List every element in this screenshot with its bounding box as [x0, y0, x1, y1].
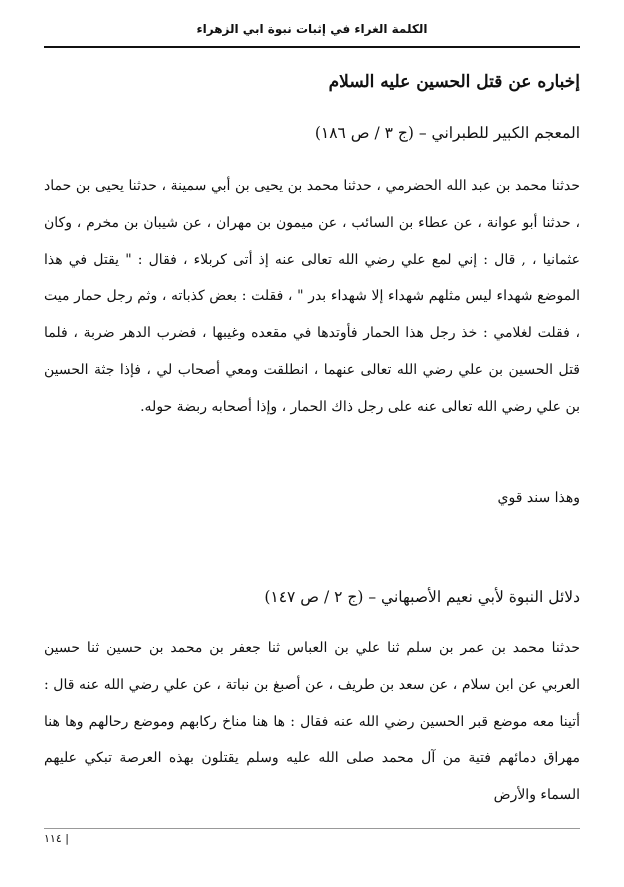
- chain-assessment-note: وهذا سند قوي: [497, 490, 580, 506]
- hadith-paragraph-2: حدثنا محمد بن عمر بن سلم ثنا علي بن العباس ثنا جعفر بن محمد بن حسين ثنا حسين العربي عن ابن سلام ، عن سعد بن طريف ، عن أصبغ بن نباتة ، عن علي رضي الله عنه قال : أتينا معه موضع قبر الحسين رضي الله عنه فقال : ها هنا مناخ ركابهم وموضع رحالهم وها هنا مهراق دمائهم فتية من آل محمد صلى الله عليه وسلم يقتلون بهذه العرصة تبكي عليهم السماء والأرض: [44, 640, 580, 804]
- hadith-paragraph-1: حدثنا محمد بن عبد الله الحضرمي ، حدثنا محمد بن يحيى بن أبي سمينة ، حدثنا يحيى بن حماد ، حدثنا أبو عوانة ، عن عطاء بن السائب ، عن ميمون بن مهران ، عن شيبان بن مخرم ، وكان عثمانيا ، , قال : إني لمع علي رضي الله تعالى عنه إذ أتى كربلاء ، فقال : " يقتل في هذا الموضع شهداء ليس مثلهم شهداء إلا شهداء بدر " ، فقلت : بعض كذباته ، وثم رجل حمار ميت ، فقلت لغلامي : خذ رجل هذا الحمار فأوتدها في مقعده وغيبها ، فضرب الدهر ضربة ، فلما قتل الحسين بن علي رضي الله تعالى عنهما ، انطلقت ومعي أصحاب لي ، فإذا جثة الحسين بن علي رضي الله تعالى عنه على رجل ذاك الحمار ، وإذا أصحابه ربضة حوله.: [44, 178, 580, 415]
- header-rule: [44, 46, 580, 48]
- footer-rule: [44, 828, 580, 829]
- section-title: إخباره عن قتل الحسين عليه السلام: [328, 72, 580, 92]
- source-citation-2: دلائل النبوة لأبي نعيم الأصبهاني – (ج ٢ / ص ١٤٧): [264, 588, 580, 606]
- running-header: الكلمة الغراء في إثبات نبوة ابي الزهراء: [196, 22, 428, 36]
- page-number: ١١٤ |: [44, 832, 69, 845]
- source-citation-1: المعجم الكبير للطبراني – (ج ٣ / ص ١٨٦): [314, 124, 580, 142]
